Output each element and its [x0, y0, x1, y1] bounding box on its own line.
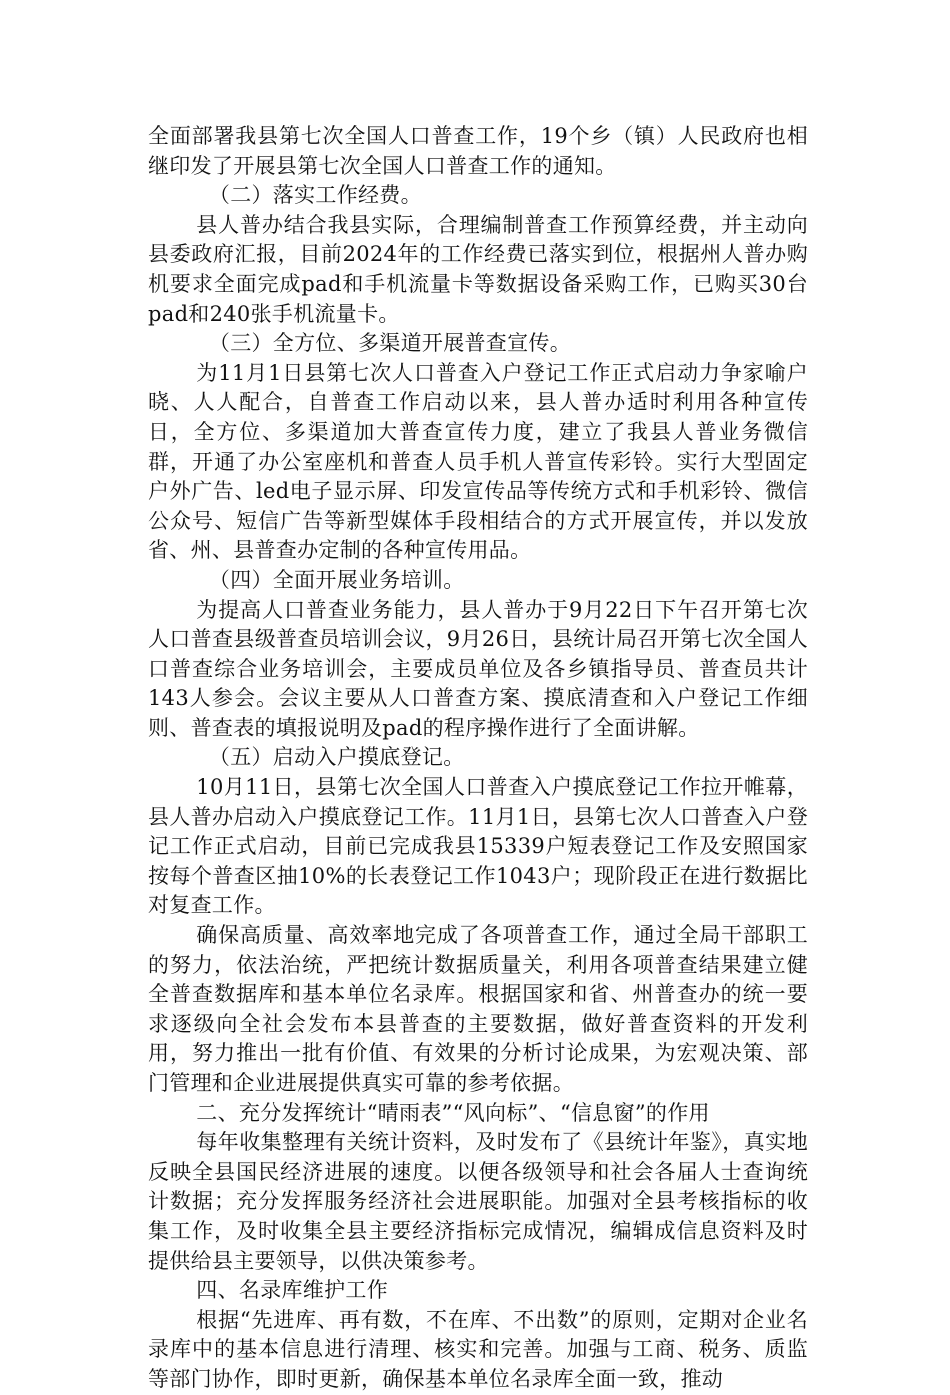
- document-body: [148, 122, 808, 1395]
- paragraph-publicity: 为11月1日县第七次人口普查入户登记工作正式启动力争家喻户晓、人人配合，自普查工作启动以来，县人普办适时利用各种宣传日，全方位、多渠道加大普查宣传力度，建立了我县人普业务微信群，开通了办公室座机和普查人员手机人普宣传彩铃。实行大型固定户外广告、led电子显示屏、印发宣传品等传统方式和手机彩铃、微信公众号、短信广告等新型媒体手段相结合的方式开展宣传，并以发放省、州、县普查办定制的各种宣传用品。: [148, 360, 808, 563]
- section-heading-barometer: 二、充分发挥统计“晴雨表”“风向标”、“信息窗”的作用: [196, 1100, 710, 1125]
- paragraph-training: 为提高人口普查业务能力，县人普办于9月22日下午召开第七次人口普查县级普查员培训会议，9月26日，县统计局召开第七次全国人口普查综合业务培训会，主要成员单位及各乡镇指导员、普查员共计143人参会。会议主要从人口普查方案、摸底清查和入户登记工作细则、普查表的填报说明及pad的程序操作进行了全面讲解。: [148, 597, 808, 740]
- paragraph-directory: 根据“先进库、再有数，不在库、不出数”的原则，定期对企业名录库中的基本信息进行清理、核实和完善。加强与工商、税务、质监等部门协作，即时更新，确保基本单位名录库全面一致，推动: [148, 1307, 808, 1391]
- section-heading-publicity: （三）全方位、多渠道开展普查宣传。: [208, 331, 571, 356]
- paragraph-registration: 10月11日，县第七次全国人口普查入户摸底登记工作拉开帷幕，县人普办启动入户摸底登记工作。11月1日，县第七次人口普查入户登记工作正式启动，目前已完成我县15339户短表登记工作及安照国家按每个普查区抽10%的长表登记工作1043户；现阶段正在进行数据比对复查工作。: [148, 775, 808, 918]
- paragraph-continuation: 全面部署我县第七次全国人口普查工作，19个乡（镇）人民政府也相继印发了开展县第七次全国人口普查工作的通知。: [148, 124, 808, 178]
- section-heading-funding: （二）落实工作经费。: [208, 183, 422, 208]
- section-heading-directory: 四、名录库维护工作: [196, 1278, 388, 1303]
- section-heading-training: （四）全面开展业务培训。: [208, 567, 465, 592]
- paragraph-funding: 县人普办结合我县实际，合理编制普查工作预算经费，并主动向县委政府汇报，目前2024年的工作经费已落实到位，根据州人普办购机要求全面完成pad和手机流量卡等数据设备采购工作，已购买30台pad和240张手机流量卡。: [148, 212, 808, 326]
- paragraph-quality: 确保高质量、高效率地完成了各项普查工作，通过全局干部职工的努力，依法治统，严把统计数据质量关，利用各项普查结果建立健全普查数据库和基本单位名录库。根据国家和省、州普查办的统一要求逐级向全社会发布本县普查的主要数据，做好普查资料的开发利用，努力推出一批有价值、有效果的分析讨论成果，为宏观决策、部门管理和企业进展提供真实可靠的参考依据。: [148, 923, 808, 1095]
- section-heading-registration: （五）启动入户摸底登记。: [208, 745, 465, 770]
- paragraph-yearbook: 每年收集整理有关统计资料，及时发布了《县统计年鉴》，真实地反映全县国民经济进展的速度。以便各级领导和社会各届人士查询统计数据；充分发挥服务经济社会进展职能。加强对全县考核指标的收集工作，及时收集全县主要经济指标完成情况，编辑成信息资料及时提供给县主要领导，以供决策参考。: [148, 1130, 808, 1273]
